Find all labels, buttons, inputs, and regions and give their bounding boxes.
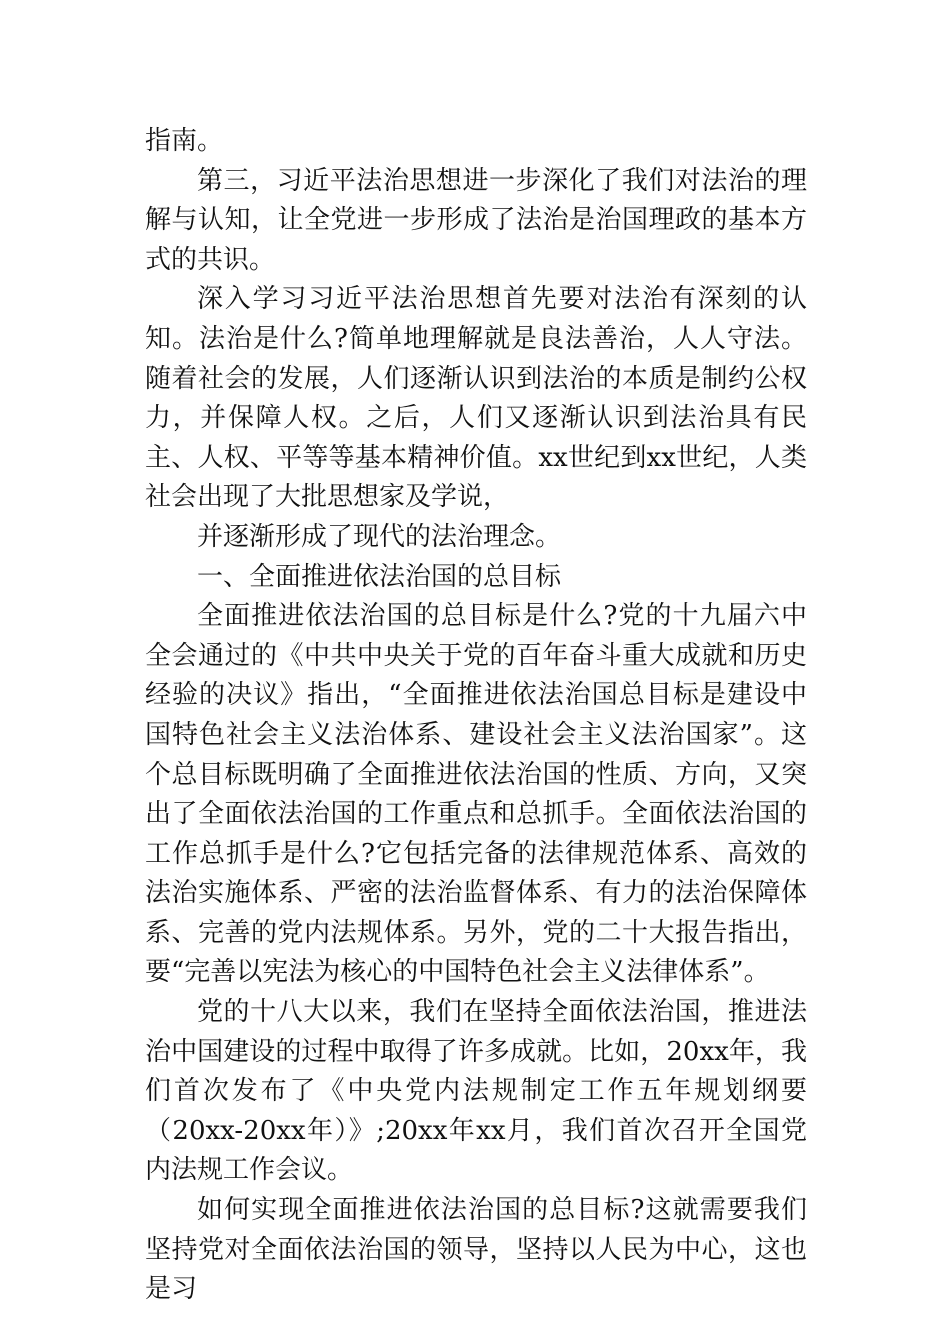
paragraph-achievements: 党的十八大以来，我们在坚持全面依法治国，推进法治中国建设的过程中取得了许多成就。比如，20xx年，我们首次发布了《中央党内法规制定工作五年规划纲要（20xx-20xx年）》;20xx年xx月，我们首次召开全国党内法规工作会议。: [145, 997, 807, 1186]
paragraph-continuation: 指南。: [145, 126, 224, 156]
paragraph-third-point: 第三，习近平法治思想进一步深化了我们对法治的理解与认知，让全党进一步形成了法治是治国理政的基本方式的共识。: [145, 165, 807, 275]
paragraph-rule-of-law-definition: 深入学习习近平法治思想首先要对法治有深刻的认知。法治是什么?简单地理解就是良法善治，人人守法。随着社会的发展，人们逐渐认识到法治的本质是制约公权力，并保障人权。之后，人们又逐渐认识到法治具有民主、人权、平等等基本精神价值。xx世纪到xx世纪，人类社会出现了大批思想家及学说，: [145, 284, 807, 513]
paragraph-modern-concept: 并逐渐形成了现代的法治理念。: [197, 521, 562, 552]
document-body: [145, 122, 807, 1310]
section-heading-overall-goal: 一、全面推进依法治国的总目标: [197, 561, 562, 592]
paragraph-overall-goal: 全面推进依法治国的总目标是什么?党的十九届六中全会通过的《中共中央关于党的百年奋斗重大成就和历史经验的决议》指出，“全面推进依法治国总目标是建设中国特色社会主义法治体系、建设社会主义法治国家”。这个总目标既明确了全面推进依法治国的性质、方向，又突出了全面依法治国的工作重点和总抓手。全面依法治国的工作总抓手是什么?它包括完备的法律规范体系、高效的法治实施体系、严密的法治监督体系、有力的法治保障体系、完善的党内法规体系。另外，党的二十大报告指出，要“完善以宪法为核心的中国特色社会主义法律体系”。: [145, 601, 807, 988]
paragraph-how-to-achieve: 如何实现全面推进依法治国的总目标?这就需要我们坚持党对全面依法治国的领导，坚持以人民为中心，这也是习: [145, 1195, 807, 1305]
